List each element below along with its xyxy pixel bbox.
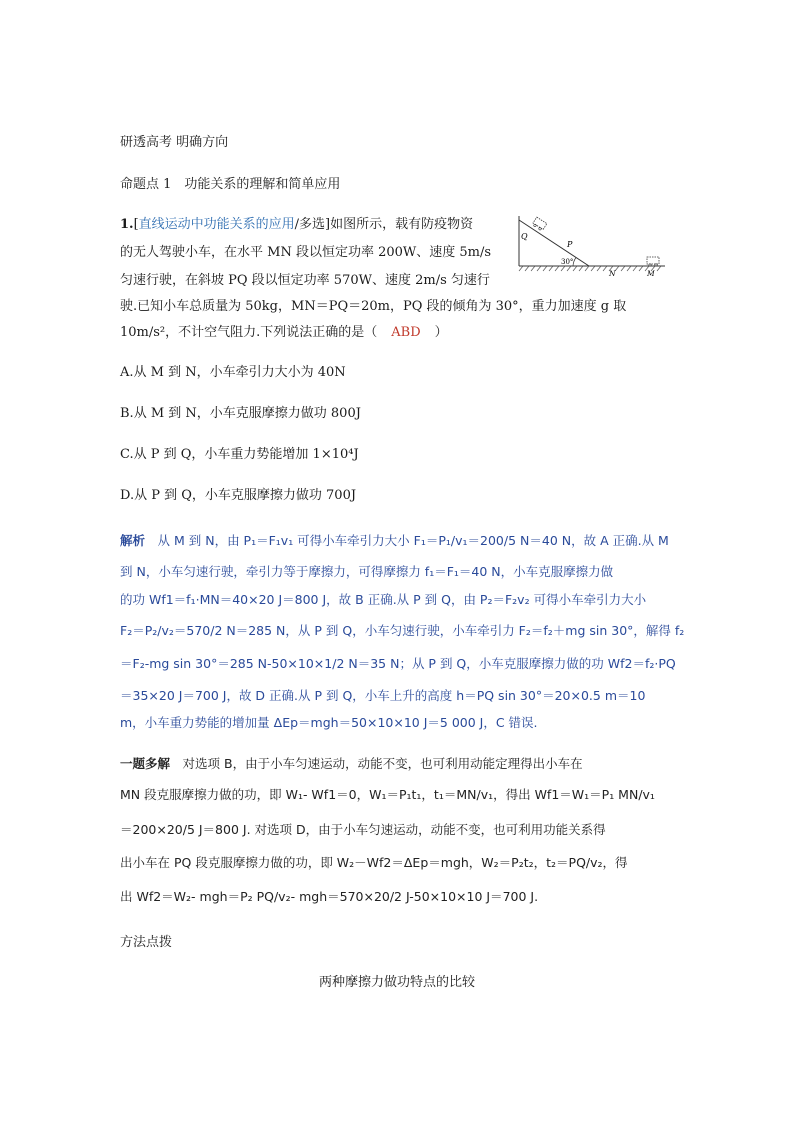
solution-line-3: 的功 Wf1＝f₁·MN＝40×20 J＝800 J，故 B 正确.从 P 到 Q，由 P₂＝F₂v₂ 可得小车牵引力大小 — [120, 592, 647, 607]
option-c — [120, 445, 359, 465]
option-b — [120, 404, 361, 424]
question-line-3: 匀速行驶，在斜坡 PQ 段以恒定功率 570W、速度 2m/s 匀速行 — [120, 273, 490, 288]
question-line-1 — [120, 215, 473, 235]
solution-text-1: 从 M 到 N，由 P₁＝F₁v₁ 可得小车牵引力大小 F₁＝P₁/v₁＝200/5 N＝40 N，故 A 正确.从 M — [145, 533, 669, 548]
option-b-label: B. — [120, 406, 134, 421]
question-bracket: [ — [133, 217, 139, 232]
solution-line-7: m，小车重力势能的增加量 ΔEp＝mgh＝50×10×10 J＝5 000 J，C 错误. — [120, 715, 538, 730]
question-paren-close: ） — [434, 325, 448, 340]
table-title: 两种摩擦力做功特点的比较 — [318, 975, 475, 990]
solution-line-2: 到 N，小车匀速行驶，牵引力等于摩擦力，可得摩擦力 f₁＝F₁＝40 N，小车克服摩擦力做 — [120, 564, 614, 579]
question-line-2: 的无人驾驶小车，在水平 MN 段以恒定功率 200W、速度 5m/s — [120, 245, 492, 260]
question-prompt: 10m/s²，不计空气阻力.下列说法正确的是（ — [120, 325, 378, 340]
option-d — [120, 486, 356, 506]
solution-line-5: ＝F₂-mg sin 30°＝285 N-50×10×1/2 N＝35 N；从 P 到 Q，小车克服摩擦力做的功 Wf2＝f₂·PQ — [120, 656, 676, 671]
option-a-text: 从 M 到 N，小车牵引力大小为 40N — [133, 365, 346, 380]
multi-line-5: 出 Wf2＝W₂- mgh＝P₂ PQ/v₂- mgh＝570×20/2 J-50×10×10 J＝700 J. — [120, 889, 539, 904]
option-b-text: 从 M 到 N，小车克服摩擦力做功 800J — [133, 406, 361, 421]
topic-heading: 命题点 1 功能关系的理解和简单应用 — [120, 177, 341, 192]
question-tag: 直线运动中功能关系的应用 — [138, 217, 295, 232]
incline-diagram — [517, 214, 669, 278]
multi-line-4: 出小车在 PQ 段克服摩擦力做的功，即 W₂－Wf2＝ΔEp＝mgh，W₂＝P₂t₂，t₂＝PQ/v₂，得 — [120, 855, 628, 870]
method-heading: 方法点拨 — [120, 935, 173, 950]
question-number: 1. — [120, 217, 134, 232]
multi-line-2: MN 段克服摩擦力做的功，即 W₁- Wf1＝0，W₁＝P₁t₁，t₁＝MN/v₁，得出 Wf1＝W₁＝P₁ MN/v₁ — [120, 787, 655, 802]
label-P: P — [567, 240, 573, 249]
section-heading: 研透高考 明确方向 — [120, 135, 229, 150]
solution-title: 解析 — [120, 533, 146, 548]
option-c-label: C. — [120, 447, 134, 462]
label-M: M — [647, 269, 655, 278]
option-d-label: D. — [120, 488, 135, 503]
option-c-text: 从 P 到 Q，小车重力势能增加 1×10⁴J — [133, 447, 359, 462]
multi-text-1: 对选项 B，由于小车匀速运动，动能不变，也可利用动能定理得出小车在 — [170, 756, 583, 771]
cart-on-ground — [647, 257, 659, 266]
multi-title: 一题多解 — [120, 756, 171, 771]
question-line-4: 驶.已知小车总质量为 50kg，MN＝PQ＝20m，PQ 段的倾角为 30°，重力加速度 g 取 — [120, 299, 627, 314]
answer-text: ABD — [391, 325, 421, 340]
ground-hatching — [519, 266, 661, 271]
option-d-text: 从 P 到 Q，小车克服摩擦力做功 700J — [134, 488, 357, 503]
solution-line-4: F₂＝P₂/v₂＝570/2 N＝285 N，从 P 到 Q，小车匀速行驶，小车牵引力 F₂＝f₂＋mg sin 30°，解得 f₂ — [120, 623, 685, 638]
question-tag-suffix: /多选]如图所示，载有防疫物资 — [294, 217, 474, 232]
multi-line-1 — [120, 754, 583, 774]
question-line-5 — [120, 323, 448, 343]
solution-line-6: ＝35×20 J＝700 J，故 D 正确.从 P 到 Q，小车上升的高度 h＝PQ sin 30°＝20×0.5 m＝10 — [120, 688, 646, 703]
cart-on-slope — [532, 217, 547, 231]
solution-line-1 — [120, 531, 669, 551]
multi-line-3: ＝200×20/5 J＝800 J. 对选项 D，由于小车匀速运动，动能不变，也可利用功能关系得 — [120, 822, 606, 837]
option-a — [120, 363, 346, 383]
label-angle: 30° — [561, 258, 574, 266]
option-a-label: A. — [120, 365, 134, 380]
label-N: N — [609, 269, 616, 278]
label-Q: Q — [521, 232, 528, 241]
